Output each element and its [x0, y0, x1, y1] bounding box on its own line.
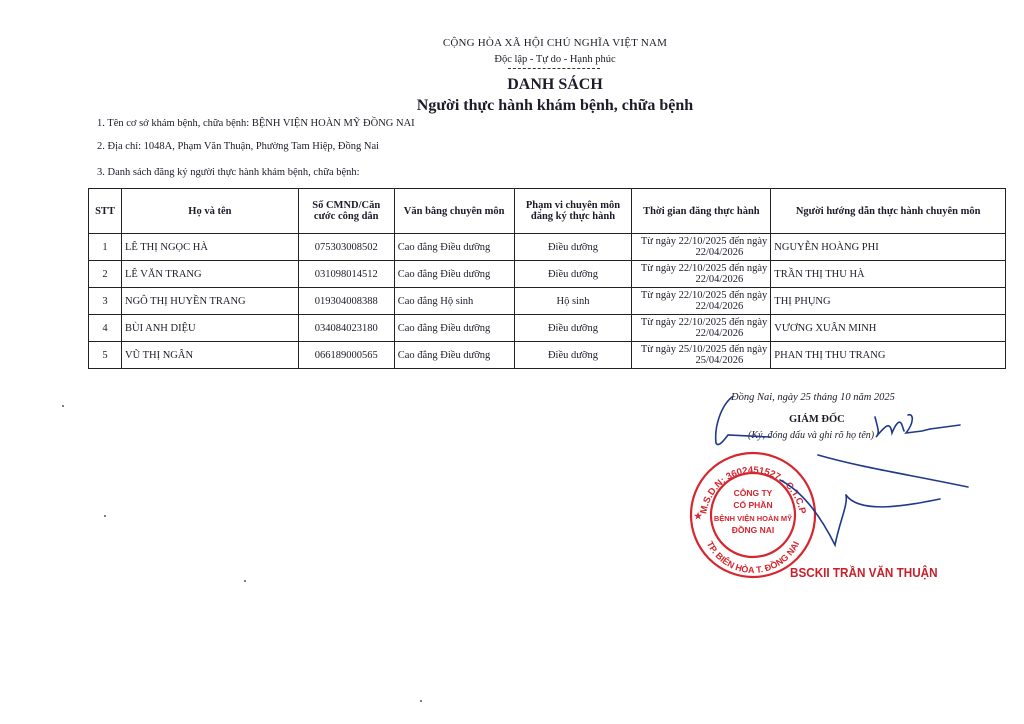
cell-degree: Cao đẳng Điều dưỡng — [394, 315, 514, 342]
motto-underline — [508, 68, 600, 69]
cell-name: NGÔ THỊ HUYỀN TRANG — [121, 288, 298, 315]
cell-scope: Điều dưỡng — [514, 315, 632, 342]
period-line2: 22/04/2026 — [695, 301, 744, 312]
cell-period — [632, 261, 771, 288]
signer-name: BSCKII TRẦN VĂN THUẬN — [790, 565, 938, 580]
header-id-line2: cước công dân — [313, 211, 379, 222]
stamp-code: M.S.D.N: 3602451527 - C.T.C.P — [698, 464, 808, 515]
cell-id: 031098014512 — [298, 261, 394, 288]
cell-scope: Hộ sinh — [514, 288, 632, 315]
stamp-line1: CÔNG TY — [733, 488, 773, 498]
period-line2: 25/04/2026 — [695, 355, 744, 366]
header-scope-line2: đăng ký thực hành — [530, 211, 616, 222]
cell-degree: Cao đẳng Điều dưỡng — [394, 234, 514, 261]
scan-speck — [420, 700, 422, 702]
cell-name: BÙI ANH DIỆU — [121, 315, 298, 342]
list-intro-line: 3. Danh sách đăng ký người thực hành khám bệnh, chữa bệnh: — [97, 167, 360, 178]
signature-note: (Ký, đóng dấu và ghi rõ họ tên) — [748, 430, 875, 441]
period-line2: 22/04/2026 — [695, 328, 744, 339]
cell-id: 066189000565 — [298, 342, 394, 369]
cell-period — [632, 234, 771, 261]
cell-id: 019304008388 — [298, 288, 394, 315]
period-line2: 22/04/2026 — [695, 247, 744, 258]
period-line1: Từ ngày 22/10/2025 đến ngày — [640, 317, 768, 328]
header-id — [298, 189, 394, 234]
header-id-line1: Số CMND/Căn — [312, 200, 381, 211]
header-scope — [514, 189, 632, 234]
period-line1: Từ ngày 22/10/2025 đến ngày — [640, 263, 768, 274]
header-period: Thời gian đăng thực hành — [632, 189, 771, 234]
director-title: GIÁM ĐỐC — [789, 414, 845, 425]
table-row — [89, 288, 1006, 315]
scan-speck — [244, 580, 246, 582]
header-scope-line1: Phạm vi chuyên môn — [525, 200, 621, 211]
period-line1: Từ ngày 25/10/2025 đến ngày — [640, 344, 768, 355]
motto: Độc lập - Tự do - Hạnh phúc — [494, 54, 616, 65]
period-line1: Từ ngày 22/10/2025 đến ngày — [640, 236, 768, 247]
scan-speck — [104, 515, 106, 517]
stamp-bottom-text: TP. BIÊN HÒA T. ĐỒNG NAI — [704, 539, 802, 576]
nation-header: CỘNG HÒA XÃ HỘI CHỦ NGHĨA VIỆT NAM — [442, 37, 668, 49]
period-line2: 22/04/2026 — [695, 274, 744, 285]
header-mentor: Người hướng dẫn thực hành chuyên môn — [771, 189, 1006, 234]
table-row — [89, 261, 1006, 288]
cell-mentor: THỊ PHỤNG — [771, 288, 1006, 315]
facility-name-line: 1. Tên cơ sở khám bệnh, chữa bệnh: BỆNH VIỆN HOÀN MỸ ĐỒNG NAI — [97, 118, 415, 129]
cell-degree: Cao đẳng Hộ sinh — [394, 288, 514, 315]
header-stt: STT — [89, 189, 122, 234]
table-row — [89, 342, 1006, 369]
stamp-star-icon: ★ — [693, 511, 703, 521]
cell-scope: Điều dưỡng — [514, 234, 632, 261]
stamp-line3: BỆNH VIỆN HOÀN MỸ — [713, 514, 793, 523]
header-name: Họ và tên — [121, 189, 298, 234]
cell-name: LÊ VĂN TRANG — [121, 261, 298, 288]
place-date: Đồng Nai, ngày 25 tháng 10 năm 2025 — [731, 392, 895, 403]
period-line1: Từ ngày 22/10/2025 đến ngày — [640, 290, 768, 301]
cell-mentor: VƯƠNG XUÂN MINH — [771, 315, 1006, 342]
cell-stt: 2 — [89, 261, 122, 288]
stamp-line4: ĐỒNG NAI — [731, 525, 775, 535]
cell-stt: 3 — [89, 288, 122, 315]
director-signature — [700, 395, 980, 565]
cell-stt: 1 — [89, 234, 122, 261]
cell-period — [632, 315, 771, 342]
cell-scope: Điều dưỡng — [514, 342, 632, 369]
cell-mentor: TRẦN THỊ THU HÀ — [771, 261, 1006, 288]
stamp-line2: CỔ PHẦN — [733, 500, 773, 510]
cell-name: LÊ THỊ NGỌC HÀ — [121, 234, 298, 261]
practitioner-table — [88, 188, 1006, 369]
address-line: 2. Địa chỉ: 1048A, Phạm Văn Thuận, Phường Tam Hiệp, Đồng Nai — [97, 141, 380, 152]
cell-stt: 5 — [89, 342, 122, 369]
table-row — [89, 315, 1006, 342]
scan-speck — [62, 405, 64, 407]
cell-name: VŨ THỊ NGÂN — [121, 342, 298, 369]
table-header-row — [89, 189, 1006, 234]
header-degree: Văn bằng chuyên môn — [394, 189, 514, 234]
cell-stt: 4 — [89, 315, 122, 342]
cell-scope: Điều dưỡng — [514, 261, 632, 288]
table-row — [89, 234, 1006, 261]
document-title: DANH SÁCH — [507, 76, 603, 93]
cell-degree: Cao đẳng Điều dưỡng — [394, 261, 514, 288]
cell-period — [632, 288, 771, 315]
cell-mentor: NGUYỄN HOÀNG PHI — [771, 234, 1006, 261]
cell-degree: Cao đẳng Điều dưỡng — [394, 342, 514, 369]
cell-id: 075303008502 — [298, 234, 394, 261]
cell-id: 034084023180 — [298, 315, 394, 342]
cell-period — [632, 342, 771, 369]
cell-mentor: PHAN THỊ THU TRANG — [771, 342, 1006, 369]
document-subtitle: Người thực hành khám bệnh, chữa bệnh — [416, 97, 694, 114]
